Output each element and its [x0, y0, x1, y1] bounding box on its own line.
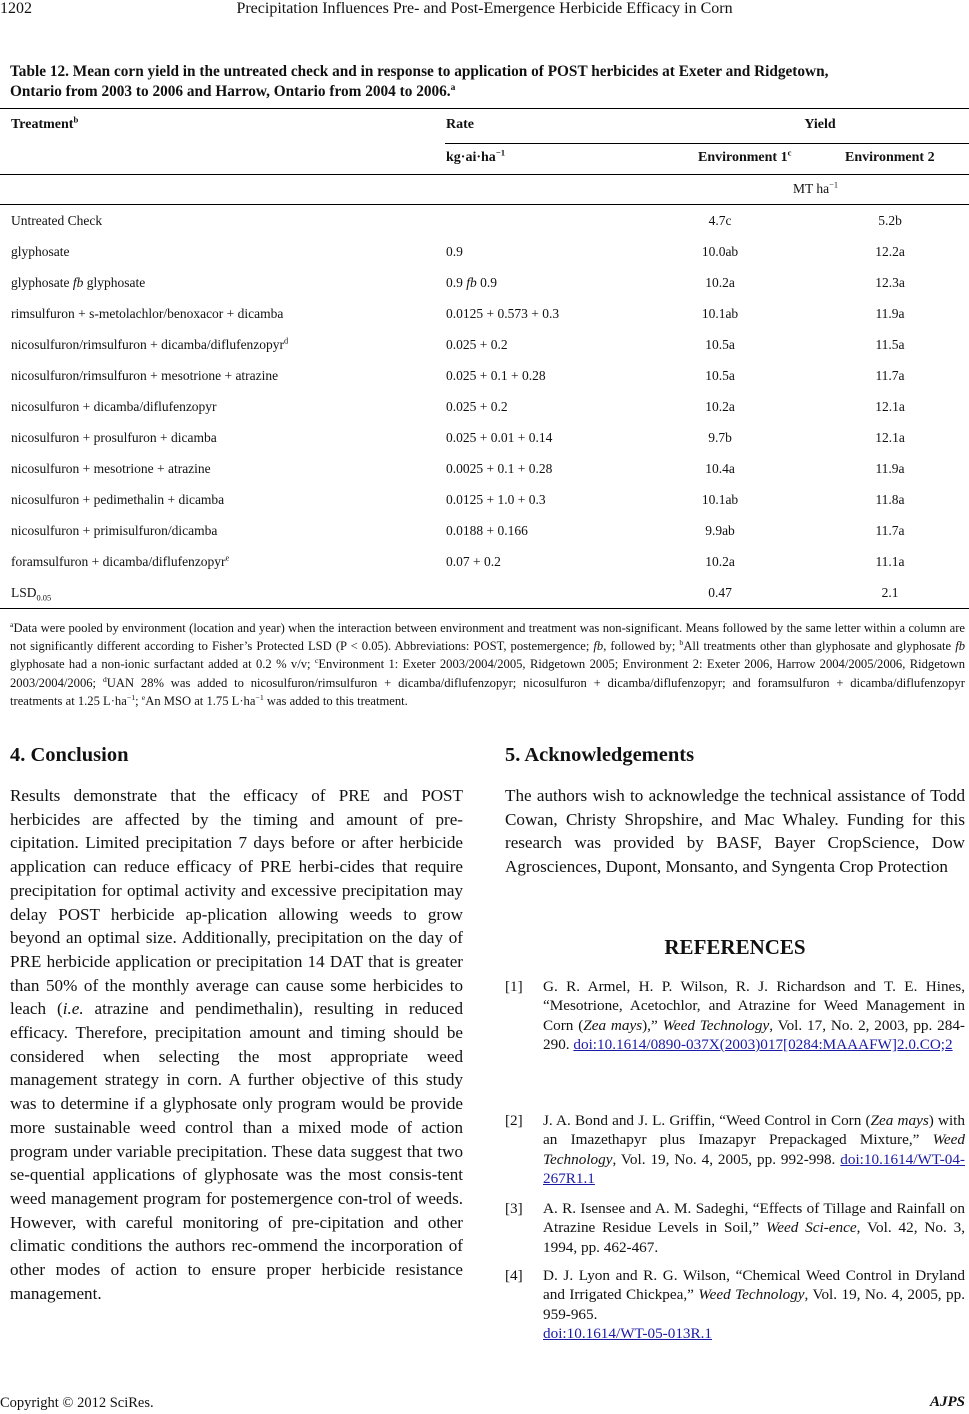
table-row-env2: 11.1a	[875, 554, 905, 569]
footnote-text: UAN 28% was added to nicosulfuron/rimsulfuron + dicamba/diflufenzopyr; nicosulfuron + dicamba/diflufenzopyr; and foramsulfuron + dicamba/diflufenzopyr treatments at 1.25 L·ha	[10, 675, 965, 708]
table-row-rate: 0.0125 + 1.0 + 0.3	[446, 492, 546, 507]
reference-part: J. A. Bond and J. L. Griffin, “Weed Control in Corn (	[543, 1112, 871, 1129]
table-row-treatment: glyphosate	[11, 244, 70, 259]
table-row-env2: 11.7a	[875, 368, 905, 383]
rate-unit-text: kg·ai·ha	[446, 150, 496, 165]
table-row-env2: 12.1a	[875, 399, 905, 414]
table-row-rate: 0.0188 + 0.166	[446, 523, 528, 538]
table-row-rate: 0.0125 + 0.573 + 0.3	[446, 306, 560, 321]
reference-part: A. R. Isensee and A. M. Sadeghi, “Effects of Tillage and Rainfall on Atrazine Residue Levels in Soil,”	[543, 1200, 965, 1237]
header-environment-1	[698, 147, 792, 166]
footnote-marker: a	[450, 82, 456, 93]
table-row-treatment: nicosulfuron + pedimethalin + dicamba	[11, 492, 225, 507]
table-row-rate: 0.025 + 0.2	[446, 337, 508, 352]
table-row-env1: 10.2a	[705, 554, 735, 569]
rate-part: 0.9	[476, 275, 498, 290]
table-row-treatment: nicosulfuron/rimsulfuron + mesotrione + atrazine	[11, 368, 279, 383]
footnote-marker: c	[787, 147, 792, 158]
table-row-env1: 10.2a	[705, 275, 735, 290]
table-row-env1: 10.1ab	[701, 306, 739, 321]
page-number: 1202	[0, 0, 32, 17]
footnote-marker: b	[73, 114, 79, 125]
reference-part: D. J. Lyon and R. G. Wilson, “Chemical Weed Control in Dryland and Irrigated Chickpea,”	[543, 1267, 965, 1304]
lsd-text: LSD	[11, 585, 37, 600]
reference-italic: Weed Sci-ence	[765, 1219, 857, 1237]
table-footnotes	[10, 619, 965, 710]
treatment-part: glyphosate	[83, 275, 146, 290]
copyright: Copyright © 2012 SciRes.	[0, 1395, 154, 1411]
table-row-env2: 5.2b	[878, 213, 902, 228]
table-header-subrule	[445, 143, 969, 144]
table-row-env1: 10.4a	[705, 461, 735, 476]
running-head	[0, 0, 969, 20]
table-row-treatment	[11, 275, 145, 291]
lsd-env2: 2.1	[881, 585, 899, 600]
header-treatment-text: Treatment	[11, 117, 74, 132]
table-top-rule	[0, 108, 969, 109]
caption-line-2	[10, 82, 968, 102]
table-row-env2: 12.1a	[875, 430, 905, 445]
footnote-text: was added to this treatment.	[263, 693, 408, 708]
reference-text	[543, 977, 965, 1054]
treatment-text: foramsulfuron + dicamba/diflufenzopyr	[11, 554, 226, 569]
reference-text	[543, 1111, 965, 1188]
lsd-env1: 0.47	[708, 585, 732, 600]
table-row-rate: 0.0025 + 0.1 + 0.28	[446, 461, 553, 476]
table-row-rate: 0.07 + 0.2	[446, 554, 501, 569]
yield-unit-text: MT ha	[793, 181, 830, 196]
table-row-treatment: nicosulfuron + dicamba/diflufenzopyr	[11, 399, 217, 414]
reference-part: ) with an Imazethapyr plus Imazapyr Prepackaged Mixture,”	[543, 1112, 965, 1149]
reference-part: ),”	[642, 1016, 663, 1034]
table-header-rule	[0, 174, 969, 175]
reference-italic: Weed Technology	[662, 1016, 770, 1034]
footnote-exponent: −1	[126, 692, 136, 702]
reference-doi-link[interactable]: doi:10.1614/0890-037X(2003)017[0284:MAAAFW]2.0.CO;2	[573, 1035, 953, 1053]
table-row-env1: 10.0ab	[701, 244, 739, 259]
references-heading: REFERENCES	[664, 935, 806, 959]
table-row-env1: 9.7b	[708, 430, 732, 445]
acknowledgements-paragraph: The authors wish to acknowledge the technical assistance of Todd Cowan, Christy Shropshire, and Mac Whaley. Funding for this research was provided by BASF, Bayer CropScience, Dow Agrosciences, Dupont, Monsanto, and Syngenta Crop Protection	[505, 786, 965, 877]
table-row-env1: 10.5a	[705, 368, 735, 383]
reference-text	[543, 1199, 965, 1257]
header-treatment	[11, 114, 79, 133]
conclusion-text: atrazine and pendimethalin), resulting in reduced efficacy. Therefore, precipitation amount and timing should be considered when selecting the most appropriate weed management strategy in corn. A further objective of this study was to determine if a glyphosate only program would be provide more sustainable weed control than a mixed mode of action program under variable precipitation. These data suggest that two se-quential applications of glyphosate was the most consis-tent weed management program for postemergence con-trol of weeds. However, with careful monitoring of pre-cipitation and other climatic conditions the authors rec-ommend the incorporation of other modes of action to ensure proper herbicide resistance management.	[10, 999, 463, 1303]
table-row-env2: 11.8a	[875, 492, 905, 507]
footnote-marker: d	[102, 674, 107, 684]
conclusion-paragraph	[10, 784, 463, 1305]
caption-line-1: Table 12. Mean corn yield in the untreated check and in response to application of POST herbicides at Exeter and Ridgetown,	[10, 63, 829, 80]
header-yield: Yield	[804, 117, 836, 132]
footnote-text: An MSO at 1.75 L·ha	[145, 693, 256, 708]
reference-number: [3]	[505, 1200, 523, 1217]
footnote-exponent: −1	[255, 692, 264, 702]
table-row-rate	[446, 275, 497, 291]
conclusion-text: Results demonstrate that the efficacy of PRE and POST herbicides are affected by the timing and amount of pre-cipitation. Limited precipitation 7 days before or after herbicide application can reduce efficacy of PRE herbi-cides that require precipitation for optimal activity and excessive precipitation may delay POST herbicide ap-plication allowing weeds to grow beyond an optimal size. Additionally, precipitation on the day of PRE herbicide application or precipitation 14 DAT that is greater than 50% of the monthly average can cause some herbicides to leach (	[10, 786, 463, 1019]
table-row-treatment	[11, 337, 288, 353]
footnote-marker: e	[225, 553, 230, 563]
running-title: Precipitation Influences Pre- and Post-Emergence Herbicide Efficacy in Corn	[236, 0, 733, 17]
table-row-env2: 11.9a	[875, 461, 905, 476]
footnote-text: , followed by;	[603, 639, 680, 654]
treatment-text: nicosulfuron/rimsulfuron + dicamba/diflufenzopyr	[11, 337, 285, 352]
header-rate-unit	[446, 147, 506, 166]
treatment-part: glyphosate	[11, 275, 73, 290]
conclusion-heading: 4. Conclusion	[10, 744, 129, 766]
acknowledgements-heading: 5. Acknowledgements	[505, 744, 695, 766]
reference-part: , Vol. 17, No. 2, 2003, pp. 284-290.	[543, 1016, 965, 1053]
treatment-italic: fb	[72, 275, 84, 290]
rate-italic: fb	[466, 275, 477, 290]
table-row-treatment: nicosulfuron + prosulfuron + dicamba	[11, 430, 217, 445]
table-caption	[10, 62, 968, 102]
footnote-marker: b	[679, 638, 684, 648]
reference-part: , Vol. 19, No. 4, 2005, pp. 959-965.	[543, 1286, 965, 1323]
reference-italic: Weed Technology	[698, 1286, 805, 1304]
table-row-env2: 11.7a	[875, 523, 905, 538]
footnote-text: Data were pooled by environment (location and year) when the interaction between environment and treatment was non-significant. Means followed by the same letter within a column are not significantly different according to Fisher’s Protected LSD (P < 0.05). Abbreviations: POST, postemergence;	[10, 621, 965, 654]
reference-part: , Vol. 42, No. 3, 1994, pp. 462-467.	[543, 1219, 966, 1256]
yield-unit	[793, 181, 838, 197]
reference-part: G. R. Armel, H. P. Wilson, R. J. Richardson and T. E. Hines, “Mesotrione, Acetochlor, and Atrazine for Weed Management in Corn (	[543, 978, 965, 1034]
table-row-env1: 10.5a	[705, 337, 735, 352]
footnote-text: ;	[135, 693, 142, 708]
lsd-label	[11, 585, 51, 601]
table-row-env2: 12.2a	[875, 244, 905, 259]
table-row-env2: 11.9a	[875, 306, 905, 321]
table-row-rate: 0.025 + 0.2	[446, 399, 508, 414]
env1-text: Environment 1	[698, 150, 788, 165]
caption-line-2-text: Ontario from 2003 to 2006 and Harrow, Ontario from 2004 to 2006.	[10, 83, 451, 100]
table-row-env1: 10.1ab	[701, 492, 739, 507]
reference-number: [1]	[505, 978, 523, 995]
table-row-env2: 12.3a	[875, 275, 905, 290]
footnote-marker: d	[284, 336, 289, 346]
rate-unit-exponent: −1	[495, 147, 506, 158]
table-bottom-rule	[0, 608, 969, 609]
reference-doi-link[interactable]: doi:10.1614/WT-04-267R1.1	[543, 1150, 965, 1187]
journal-name: AJPS	[929, 1394, 965, 1410]
table-row-treatment: Untreated Check	[11, 213, 103, 228]
reference-number: [2]	[505, 1112, 523, 1129]
footnote-marker: a	[10, 619, 14, 629]
footnote-marker: c	[314, 656, 319, 666]
table-row-treatment	[11, 554, 229, 570]
table-unit-rule	[0, 204, 969, 205]
reference-text	[543, 1266, 965, 1343]
reference-doi-link[interactable]: doi:10.1614/WT-05-013R.1	[543, 1324, 713, 1342]
table-row-env1: 10.2a	[705, 399, 735, 414]
reference-part: , Vol. 19, No. 4, 2005, pp. 992-998.	[612, 1150, 841, 1168]
table-row-treatment: nicosulfuron + primisulfuron/dicamba	[11, 523, 218, 538]
header-rate: Rate	[446, 117, 474, 132]
reference-italic: Zea mays	[870, 1112, 929, 1129]
table-row-treatment: rimsulfuron + s-metolachlor/benoxacor + dicamba	[11, 306, 284, 321]
footnote-italic: fb	[593, 639, 604, 654]
footnote-text: All treatments other than glyphosate and glyphosate	[683, 639, 956, 654]
table-row-rate: 0.025 + 0.1 + 0.28	[446, 368, 546, 383]
lsd-subscript: 0.05	[36, 593, 52, 603]
table-row-env1: 9.9ab	[705, 523, 735, 538]
footnote-text: glyphosate had a non-ionic surfactant added at 0.2 % v/v;	[10, 657, 315, 672]
table-row-rate: 0.9	[446, 244, 463, 259]
yield-unit-exponent: −1	[829, 180, 839, 190]
reference-number: [4]	[505, 1267, 523, 1284]
table-row-rate: 0.025 + 0.01 + 0.14	[446, 430, 553, 445]
rate-part: 0.9	[446, 275, 467, 290]
reference-italic: Zea mays	[583, 1016, 643, 1034]
conclusion-italic: i.e.	[62, 999, 84, 1019]
header-environment-2: Environment 2	[845, 150, 935, 165]
reference-italic: Weed Technology	[543, 1131, 965, 1168]
table-row-env2: 11.5a	[875, 337, 905, 352]
footnote-text: Environment 1: Exeter 2003/2004/2005, Ridgetown 2005; Environment 2: Exeter 2006, Harrow 2004/2005/2006, Ridgetown 2003/2004/2006;	[10, 657, 965, 690]
footnote-italic: fb	[955, 639, 965, 654]
footnote-marker: e	[141, 692, 146, 702]
table-row-env1: 4.7c	[708, 213, 732, 228]
table-row-treatment: nicosulfuron + mesotrione + atrazine	[11, 461, 211, 476]
